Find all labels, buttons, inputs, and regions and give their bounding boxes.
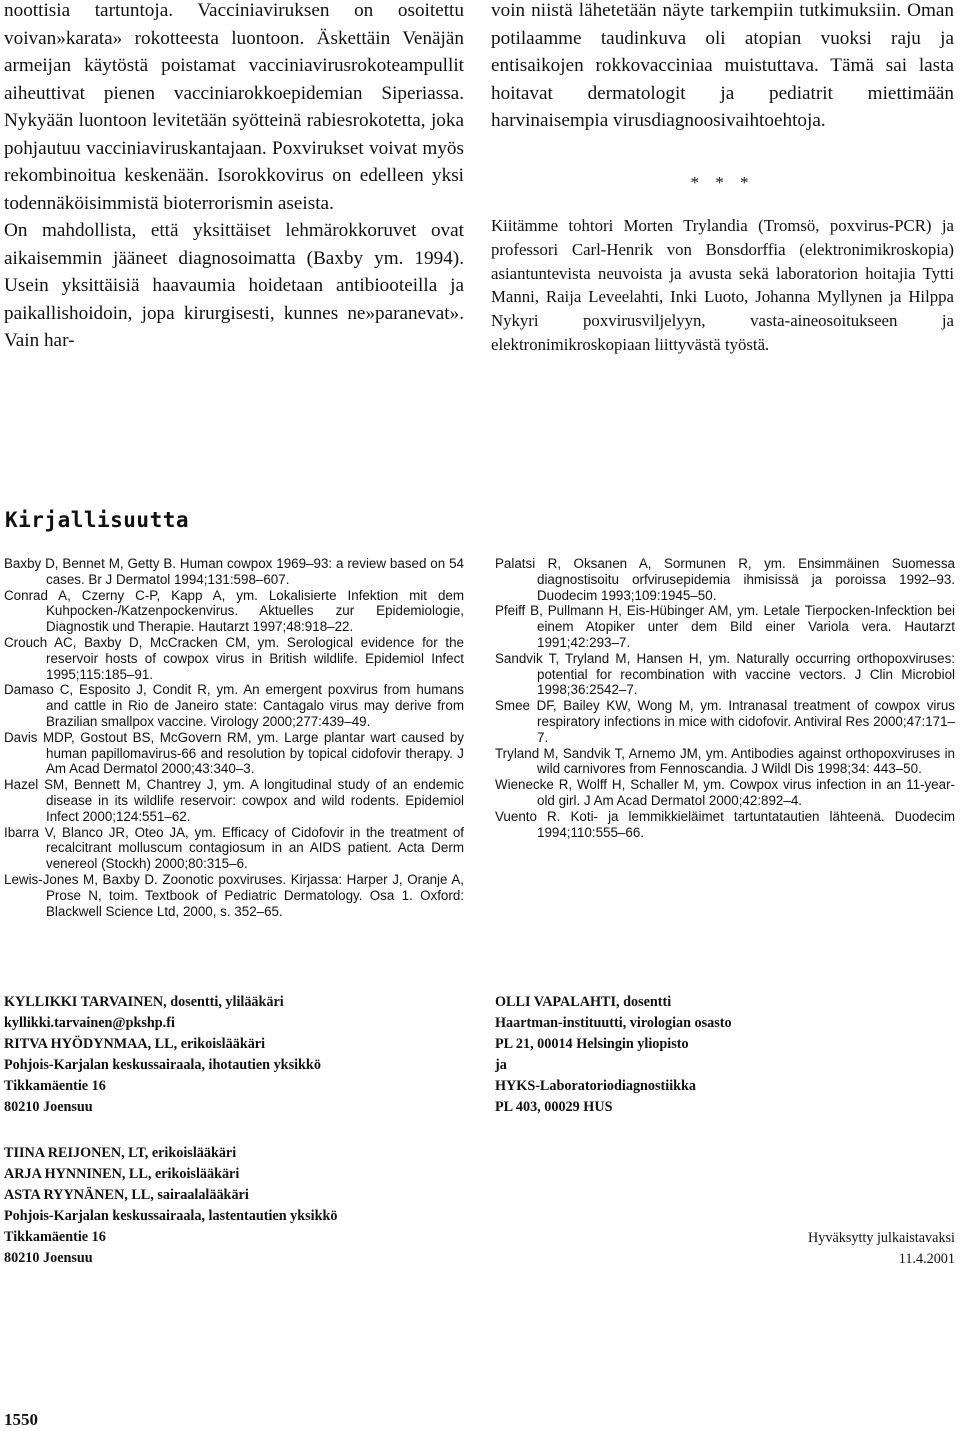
author-line: ASTA RYYNÄNEN, LL, sairaalalääkäri [4,1187,249,1203]
reference-item: Hazel SM, Bennett M, Chantrey J, ym. A longitudinal study of an endemic disease in its wildlife reservoir: cowpox and wild rodents. Epidemiol Infect 2000;124:551–62. [4,777,464,824]
body-text-left-column [4,0,464,355]
reference-item: Sandvik T, Tryland M, Hansen H, ym. Naturally occurring orthopoxviruses: potential for recombination with vaccine vectors. J Clin Microbiol 1998;36:2542–7. [495,650,955,698]
reference-item: Wienecke R, Wolff H, Schaller M, ym. Cowpox virus infection in an 11-year-old girl. J Am Acad Dermatol 2000;42:892–4. [495,777,955,808]
author-address-block [4,1143,337,1269]
reference-list-left [4,556,464,919]
address-line: Pohjois-Karjalan keskussairaala, lastentautien yksikkö [4,1208,338,1224]
reference-item: Vuento R. Koti- ja lemmikkieläimet tartuntatautien lähteenä. Duodecim 1994;110:555–66. [495,808,955,840]
author-line: ARJA HYNNINEN, LL, erikoislääkäri [4,1166,240,1182]
address-line: HYKS-Laboratoriodiagnostiikka [495,1078,697,1094]
address-line: Pohjois-Karjalan keskussairaala, ihotautien yksikkö [4,1057,321,1073]
address-line: PL 403, 00029 HUS [495,1099,613,1115]
page-number: 1550 [4,1410,38,1429]
body-text-right-column [491,0,954,357]
author-line: OLLI VAPALAHTI, dosentti [495,994,672,1010]
reference-item: Lewis-Jones M, Baxby D. Zoonotic poxviruses. Kirjassa: Harper J, Oranje A, Prose N, toim. Textbook of Pediatric Dermatology. Osa 1. Oxford: Blackwell Science Ltd, 2000, s. 352–65. [4,871,464,919]
reference-item: Tryland M, Sandvik T, Arnemo JM, ym. Antibodies against orthopoxviruses in wild carnivores from Fennoscandia. J Wildl Dis 1998;34: 443–50. [495,745,955,777]
address-line: 80210 Joensuu [4,1099,93,1115]
address-line: Tikkamäentie 16 [4,1078,106,1094]
author-line: RITVA HYÖDYNMAA, LL, erikoislääkäri [4,1036,266,1052]
acceptance-note [808,1228,955,1270]
address-line: ja [495,1057,507,1073]
author-line: KYLLIKKI TARVAINEN, dosentti, ylilääkäri [4,994,284,1010]
reference-item: Ibarra V, Blanco JR, Oteo JA, ym. Efficacy of Cidofovir in the treatment of recalcitrant molluscum contagiosum in an AIDS patient. Acta Derm venereol (Stockh) 2000;80:315–6. [4,824,464,872]
author-line: TIINA REIJONEN, LT, erikoislääkäri [4,1145,237,1161]
reference-item: Smee DF, Bailey KW, Wong M, ym. Intranasal treatment of cowpox virus respiratory infections in mice with cidofovir. Antiviral Res 2000;47:171–7. [495,698,955,745]
author-address-block [4,992,321,1118]
address-line: PL 21, 00014 Helsingin yliopisto [495,1036,689,1052]
body-paragraph: noottisia tartuntoja. Vacciniaviruksen on osoitettu voivan»karata» rokotteesta luontoon. Äskettäin Venäjän armeijan käytöstä poistamat vacciniavirusrokoteampullit aiheuttivat pienen vacciniarokkoepidemian Siperiassa. Nykyään luontoon levitetään syötteinä rabiesrokotetta, joka pohjautuu vacciniaviruskantajaan. Poxvirukset voivat myös rekombinoitua keskenään. Isorokkovirus on edelleen yksi todennäköisimmistä bioterrorismin aseista. [4,0,464,214]
body-paragraph: On mahdollista, että yksittäiset lehmärokkoruvet ovat aikaisemmin jääneet diagnosoimatta (Baxby ym. 1994). Usein yksittäisiä haavaumia hoidetaan antibiooteilla ja paikallishoidoin, jopa kirurgisesti, kunnes ne»paranevat». Vain har- [4,220,464,351]
author-email: kyllikki.tarvainen@pkshp.fi [4,1015,175,1031]
author-address-block [495,992,732,1118]
address-line: 80210 Joensuu [4,1250,93,1266]
body-paragraph: voin niistä lähetetään näyte tarkempiin tutkimuksiin. Oman potilaamme taudinkuva oli atopian vuoksi raju ja entisaikojen rokkovacciniaa muistuttava. Tämä sai lasta hoitavat dermatologit ja pediatrit miettimään harvinaisempia virusdiagnoosivaihtoehtoja. [491,0,954,131]
reference-item: Conrad A, Czerny C-P, Kapp A, ym. Lokalisierte Infektion mit dem Kuhpocken-/Katzenpockenvirus. Aktuelles zur Epidemiologie, Diagnostik und Therapie. Hautarzt 1997;48:918–22. [4,587,464,635]
section-separator: * * * [690,172,755,192]
address-line: Haartman-instituutti, virologian osasto [495,1015,732,1031]
reference-item: Crouch AC, Baxby D, McCracken CM, ym. Serological evidence for the reservoir hosts of cowpox virus in British wildlife. Epidemiol Infect 1995;115:185–91. [4,634,464,682]
reference-item: Damaso C, Esposito J, Condit R, ym. An emergent poxvirus from humans and cattle in Rio de Janeiro state: Cantagalo virus may derive from Brazilian smallpox vaccine. Virology 2000;277:439–49. [4,682,464,729]
acceptance-label: Hyväksytty julkaistavaksi [808,1230,955,1246]
reference-list-right [495,556,955,840]
reference-item: Palatsi R, Oksanen A, Sormunen R, ym. Ensimmäinen Suomessa diagnostisoitu orfvirusepidemia ihmisissä ja poroissa 1992–93. Duodecim 1993;109:1945–50. [495,556,955,603]
acceptance-date: 11.4.2001 [898,1251,955,1267]
reference-item: Pfeiff B, Pullmann H, Eis-Hübinger AM, ym. Letale Tierpocken-Infecktion bei einem Atopiker unter dem Bild einer Variola vera. Hautarzt 1991;42:293–7. [495,603,955,650]
reference-item: Davis MDP, Gostout BS, McGovern RM, ym. Large plantar wart caused by human papillomavirus-66 and resolution by topical cidofovir therapy. J Am Acad Dermatol 2000;43:340–3. [4,729,464,777]
address-line: Tikkamäentie 16 [4,1229,106,1245]
reference-item: Baxby D, Bennet M, Getty B. Human cowpox 1969–93: a review based on 54 cases. Br J Dermatol 1994;131:598–607. [4,556,464,587]
acknowledgement-paragraph: Kiitämme tohtori Morten Trylandia (Tromsö, poxvirus-PCR) ja professori Carl-Henrik von Bonsdorffia (elektronimikroskopia) asiantuntevista neuvoista ja avusta sekä laboratorion hoitajia Tytti Manni, Raija Leveelahti, Inki Luoto, Johanna Myllynen ja Hilppa Nykyri poxvirusviljelyyn, vasta-aineosoitukseen ja elektronimikroskopiaan liittyvästä työstä. [491,216,954,354]
references-heading: Kirjallisuutta [5,508,190,532]
